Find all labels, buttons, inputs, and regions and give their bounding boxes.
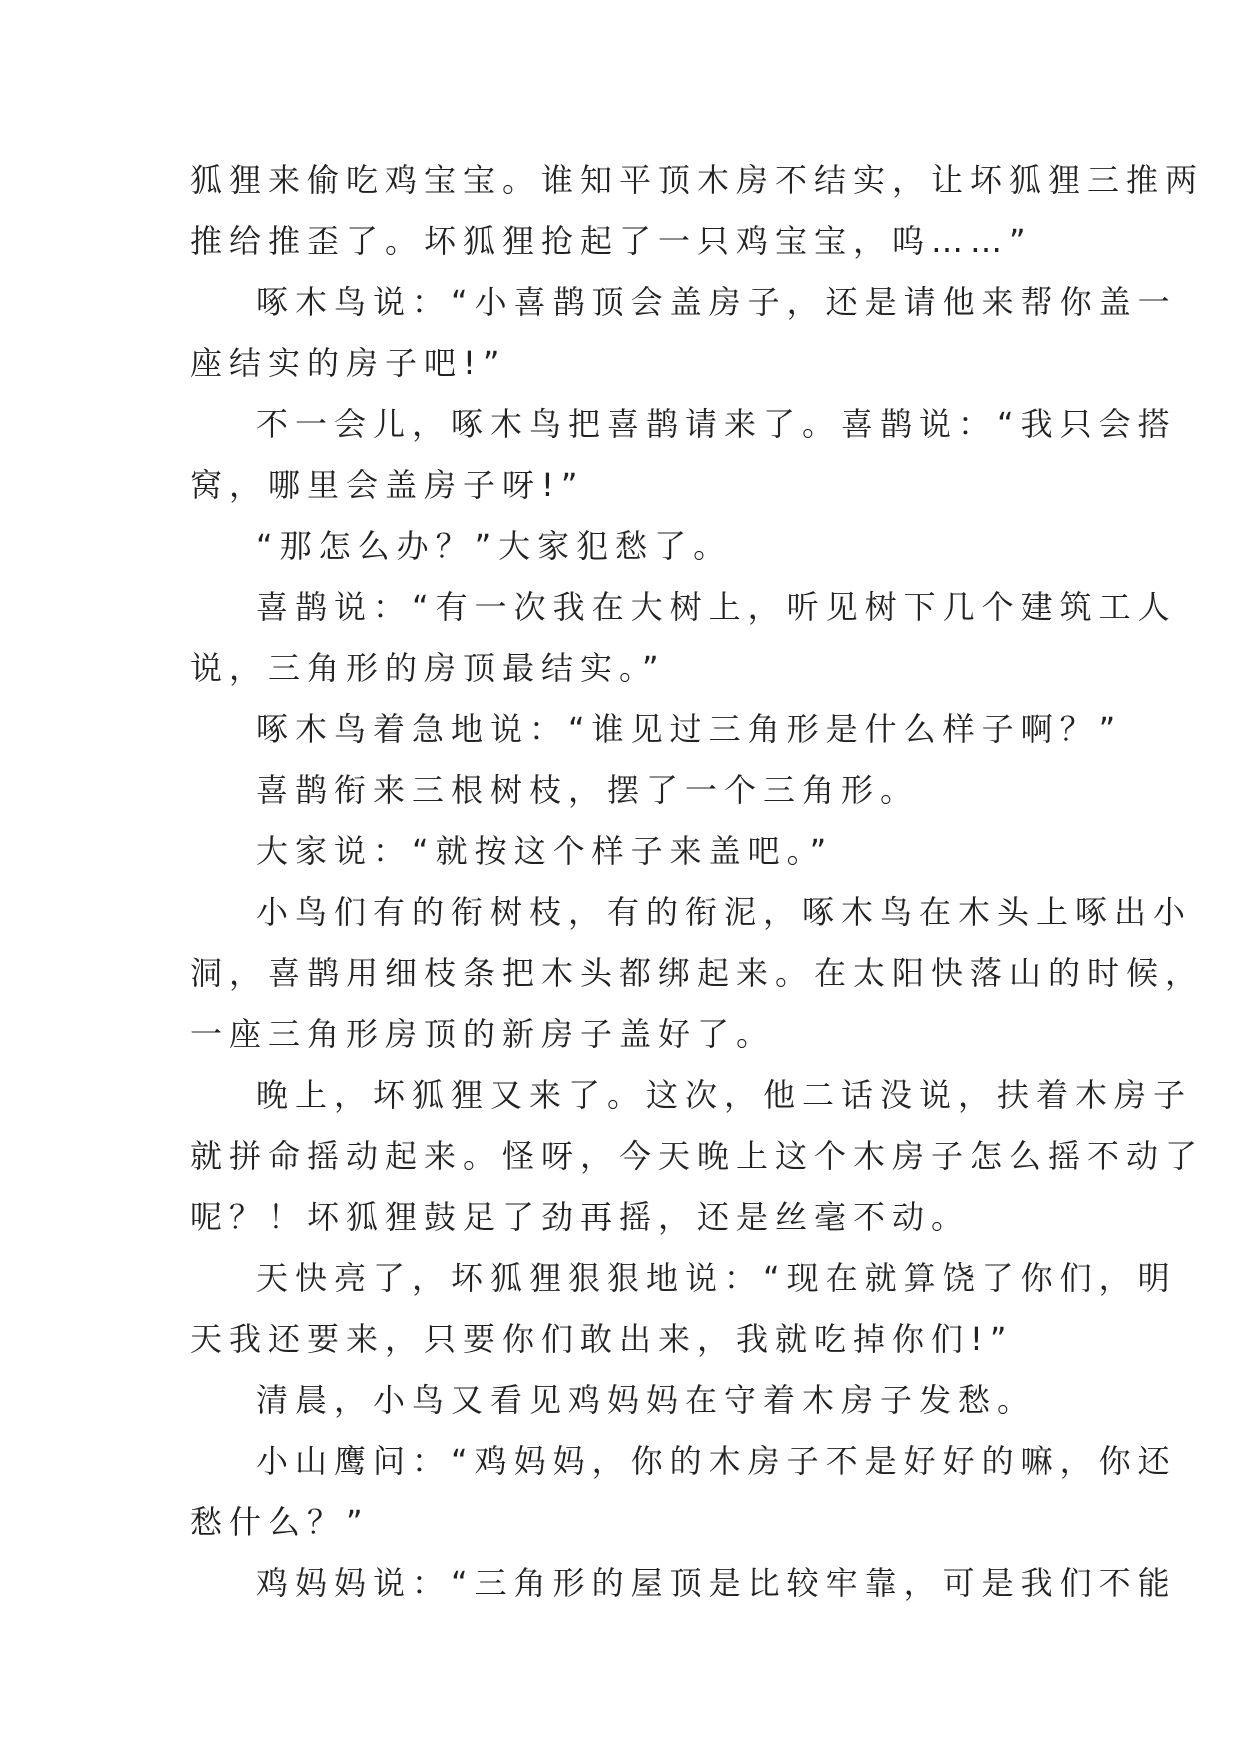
text-line: 清晨，小鸟又看见鸡妈妈在守着木房子发愁。 — [256, 1381, 1037, 1419]
text-line: 大家说：“就按这个样子来盖吧。” — [256, 832, 834, 870]
paragraph — [190, 1065, 1205, 1248]
text-line: 啄木鸟说：“小喜鹊顶会盖房子，还是请他来帮你盖一 — [256, 283, 1177, 321]
paragraph — [190, 821, 1050, 882]
text-line: 狐狸来偷吃鸡宝宝。谁知平顶木房不结实，让坏狐狸三推两 — [190, 161, 1205, 199]
text-line: 一座三角形房顶的新房子盖好了。 — [190, 1015, 776, 1053]
text-line: 推给推歪了。坏狐狸抢起了一只鸡宝宝，呜……” — [190, 222, 1033, 260]
text-line: 喜鹊衔来三根树枝，摆了一个三角形。 — [256, 771, 920, 809]
paragraph — [190, 760, 1050, 821]
paragraph — [190, 394, 1177, 516]
text-line: 不一会儿，啄木鸟把喜鹊请来了。喜鹊说：“我只会搭 — [256, 405, 1177, 443]
paragraph — [190, 577, 1177, 699]
paragraph — [190, 272, 1177, 394]
paragraph — [190, 699, 1123, 760]
paragraph — [190, 150, 1205, 272]
paragraph — [190, 882, 1205, 1065]
text-line: 愁什么？” — [190, 1503, 370, 1541]
text-line: 说，三角形的房顶最结实。” — [190, 649, 666, 687]
text-line: 座结实的房子吧!” — [190, 344, 507, 382]
text-line: 喜鹊说：“有一次我在大树上，听见树下几个建筑工人 — [256, 588, 1177, 626]
text-line: 小鸟们有的衔树枝，有的衔泥，啄木鸟在木头上啄出小 — [256, 893, 1193, 931]
text-line: 鸡妈妈说：“三角形的屋顶是比较牢靠，可是我们不能 — [256, 1564, 1177, 1602]
paragraph — [190, 1553, 1177, 1614]
text-line: “那怎么办？”大家犯愁了。 — [256, 527, 733, 565]
text-line: 晚上，坏狐狸又来了。这次，他二话没说，扶着木房子 — [256, 1076, 1193, 1114]
text-line: 就拼命摇动起来。怪呀，今天晚上这个木房子怎么摇不动了 — [190, 1137, 1205, 1175]
paragraph — [190, 1370, 1050, 1431]
text-line: 天快亮了，坏狐狸狠狠地说：“现在就算饶了你们，明 — [256, 1259, 1177, 1297]
paragraph — [190, 1431, 1177, 1553]
text-line: 啄木鸟着急地说：“谁见过三角形是什么样子啊？” — [256, 710, 1123, 748]
text-line: 呢？！坏狐狸鼓足了劲再摇，还是丝毫不动。 — [190, 1198, 971, 1236]
text-line: 窝，哪里会盖房子呀!” — [190, 466, 585, 504]
paragraph — [190, 516, 1050, 577]
text-line: 小山鹰问：“鸡妈妈，你的木房子不是好好的嘛，你还 — [256, 1442, 1177, 1480]
text-line: 洞，喜鹊用细枝条把木头都绑起来。在太阳快落山的时候， — [190, 954, 1205, 992]
text-line: 天我还要来，只要你们敢出来，我就吃掉你们!” — [190, 1320, 1014, 1358]
paragraph — [190, 1248, 1177, 1370]
story-text — [190, 150, 1205, 1614]
